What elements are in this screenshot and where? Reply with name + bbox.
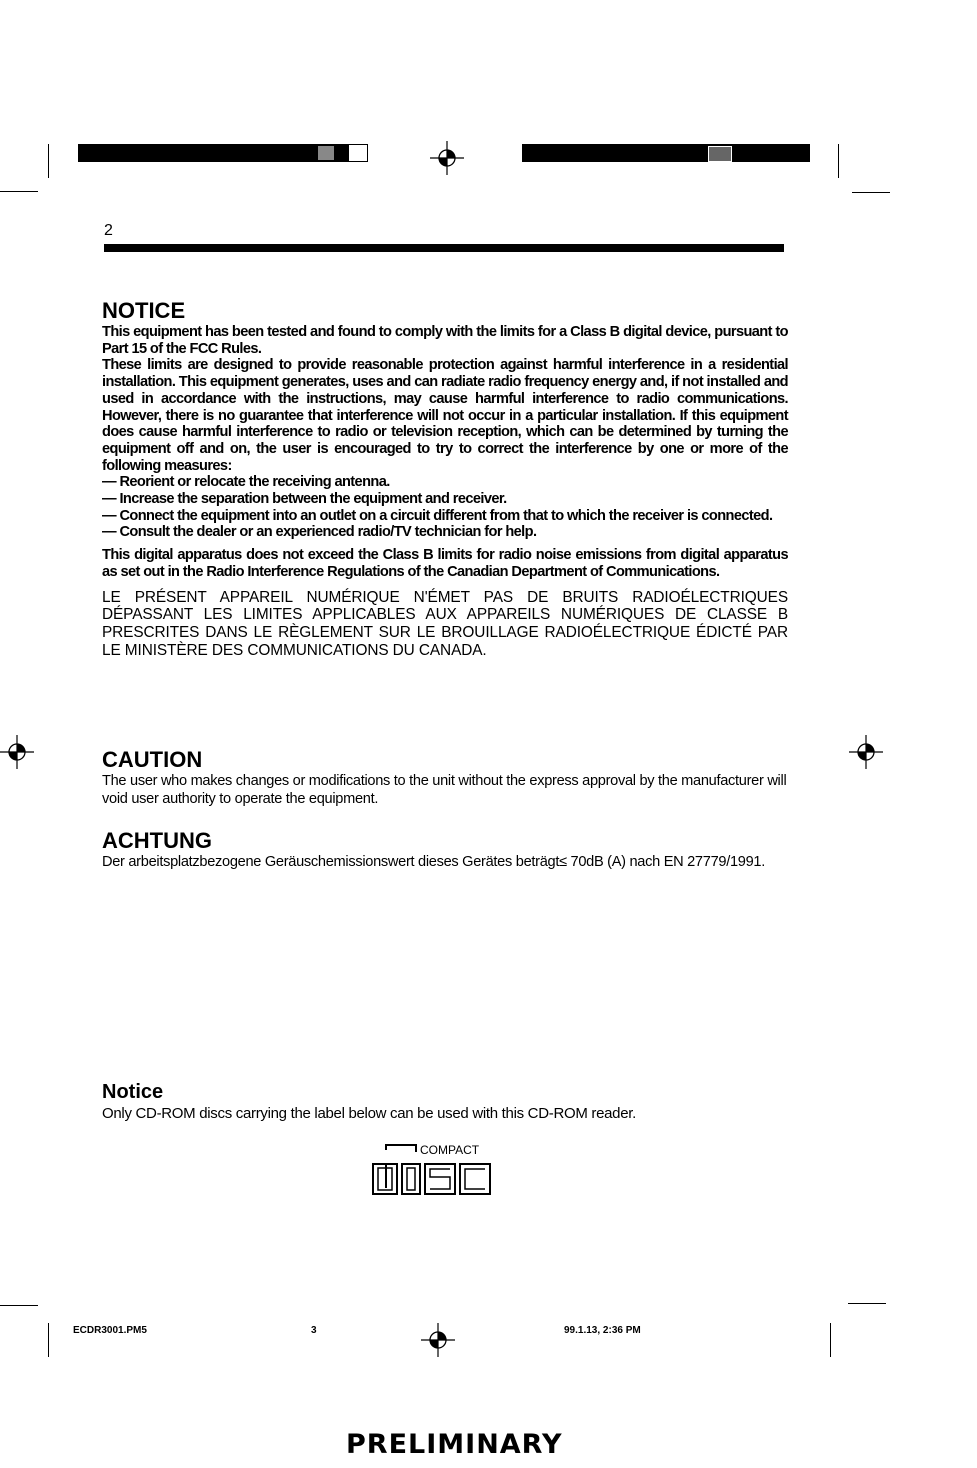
print-bar-left-swatch bbox=[318, 146, 334, 160]
caution-text: The user who makes changes or modifications to the unit without the express approval by the manufacturer will void user authority to operate the equipment. bbox=[102, 773, 787, 807]
footer-filename: ECDR3001.PM5 bbox=[73, 1325, 147, 1336]
caution-section bbox=[102, 747, 788, 808]
print-bar-right bbox=[522, 144, 810, 162]
print-bar-left-box bbox=[348, 144, 368, 162]
fcc-compliance-text: This equipment has been tested and found to comply with the limits for a Class B digital device, pursuant to Part 15 of the FCC Rules. bbox=[102, 324, 788, 357]
crop-mark bbox=[48, 144, 49, 178]
fcc-measures-list bbox=[102, 474, 788, 541]
cd-notice-text: Only CD-ROM discs carrying the label below can be used with this CD-ROM reader. bbox=[102, 1105, 637, 1122]
print-bar-right-swatch bbox=[708, 146, 732, 162]
list-item: — Reorient or relocate the receiving antenna. bbox=[102, 474, 390, 491]
preliminary-stamp: PRELIMINARY bbox=[346, 1429, 563, 1460]
canada-compliance-text: This digital apparatus does not exceed the Class B limits for radio noise emissions from digital apparatus as set out in the Radio Interference Regulations of the Canadian Department of Communications. bbox=[102, 547, 788, 580]
compact-disc-logo-icon bbox=[370, 1140, 500, 1198]
footer-page: 3 bbox=[311, 1325, 317, 1336]
fcc-notice-heading: NOTICE bbox=[102, 298, 186, 323]
page-number: 2 bbox=[104, 222, 113, 239]
cd-notice-section bbox=[102, 1079, 802, 1123]
crop-mark bbox=[838, 144, 839, 178]
list-item: — Increase the separation between the equipment and receiver. bbox=[102, 491, 507, 508]
achtung-heading: ACHTUNG bbox=[102, 828, 212, 853]
achtung-section bbox=[102, 828, 788, 872]
registration-mark-icon bbox=[430, 141, 464, 175]
print-bar-left bbox=[78, 144, 348, 162]
list-item: — Connect the equipment into an outlet on a circuit different from that to which the receiver is connected. bbox=[102, 507, 773, 524]
cd-notice-heading: Notice bbox=[102, 1081, 164, 1103]
registration-mark-icon bbox=[0, 735, 34, 769]
crop-mark bbox=[0, 191, 38, 192]
header-rule bbox=[104, 244, 784, 252]
logo-top-word: COMPACT bbox=[420, 1143, 480, 1157]
list-item: — Consult the dealer or an experienced radio/TV technician for help. bbox=[102, 524, 537, 541]
registration-mark-icon bbox=[849, 735, 883, 769]
crop-mark bbox=[852, 192, 890, 193]
crop-mark bbox=[48, 1323, 49, 1357]
crop-mark bbox=[0, 1305, 38, 1306]
caution-heading: CAUTION bbox=[102, 747, 203, 772]
fcc-notice-section bbox=[102, 298, 788, 660]
achtung-text: Der arbeitsplatzbezogene Geräuschemissionswert dieses Gerätes beträgt≤ 70dB (A) nach EN 27779/1991. bbox=[102, 854, 765, 870]
french-compliance-text: LE PRÉSENT APPAREIL NUMÉRIQUE N'ÉMET PAS DE BRUITS RADIOÉLECTRIQUES DÉPASSANT LES LIMITES APPLICABLES AUX APPAREILS NUMÉRIQUES DE CLASSE B PRESCRITES DANS LE RÈGLEMENT SUR LE BROUILLAGE RADIOÉLECTRIQUE ÉDICTÉ PAR LE MINISTÈRE DES COMMUNICATIONS DU CANADA. bbox=[102, 588, 788, 659]
registration-mark-icon bbox=[421, 1323, 455, 1357]
crop-mark bbox=[830, 1323, 831, 1357]
fcc-interference-text: These limits are designed to provide reasonable protection against harmful interference in a residential installation. This equipment generates, uses and can radiate radio frequency energy and, if not installed and used in accordance with the instructions, may cause harmful interference to radio communications. However, there is no guarantee that interference will not occur in a particular installation. If this equipment does cause harmful interference to radio or television reception, which can be determined by turning the equipment off and on, the user is encouraged to try to correct the interference by one or more of the following measures: bbox=[102, 357, 788, 474]
footer-timestamp: 99.1.13, 2:36 PM bbox=[564, 1325, 641, 1336]
crop-mark bbox=[848, 1303, 886, 1304]
